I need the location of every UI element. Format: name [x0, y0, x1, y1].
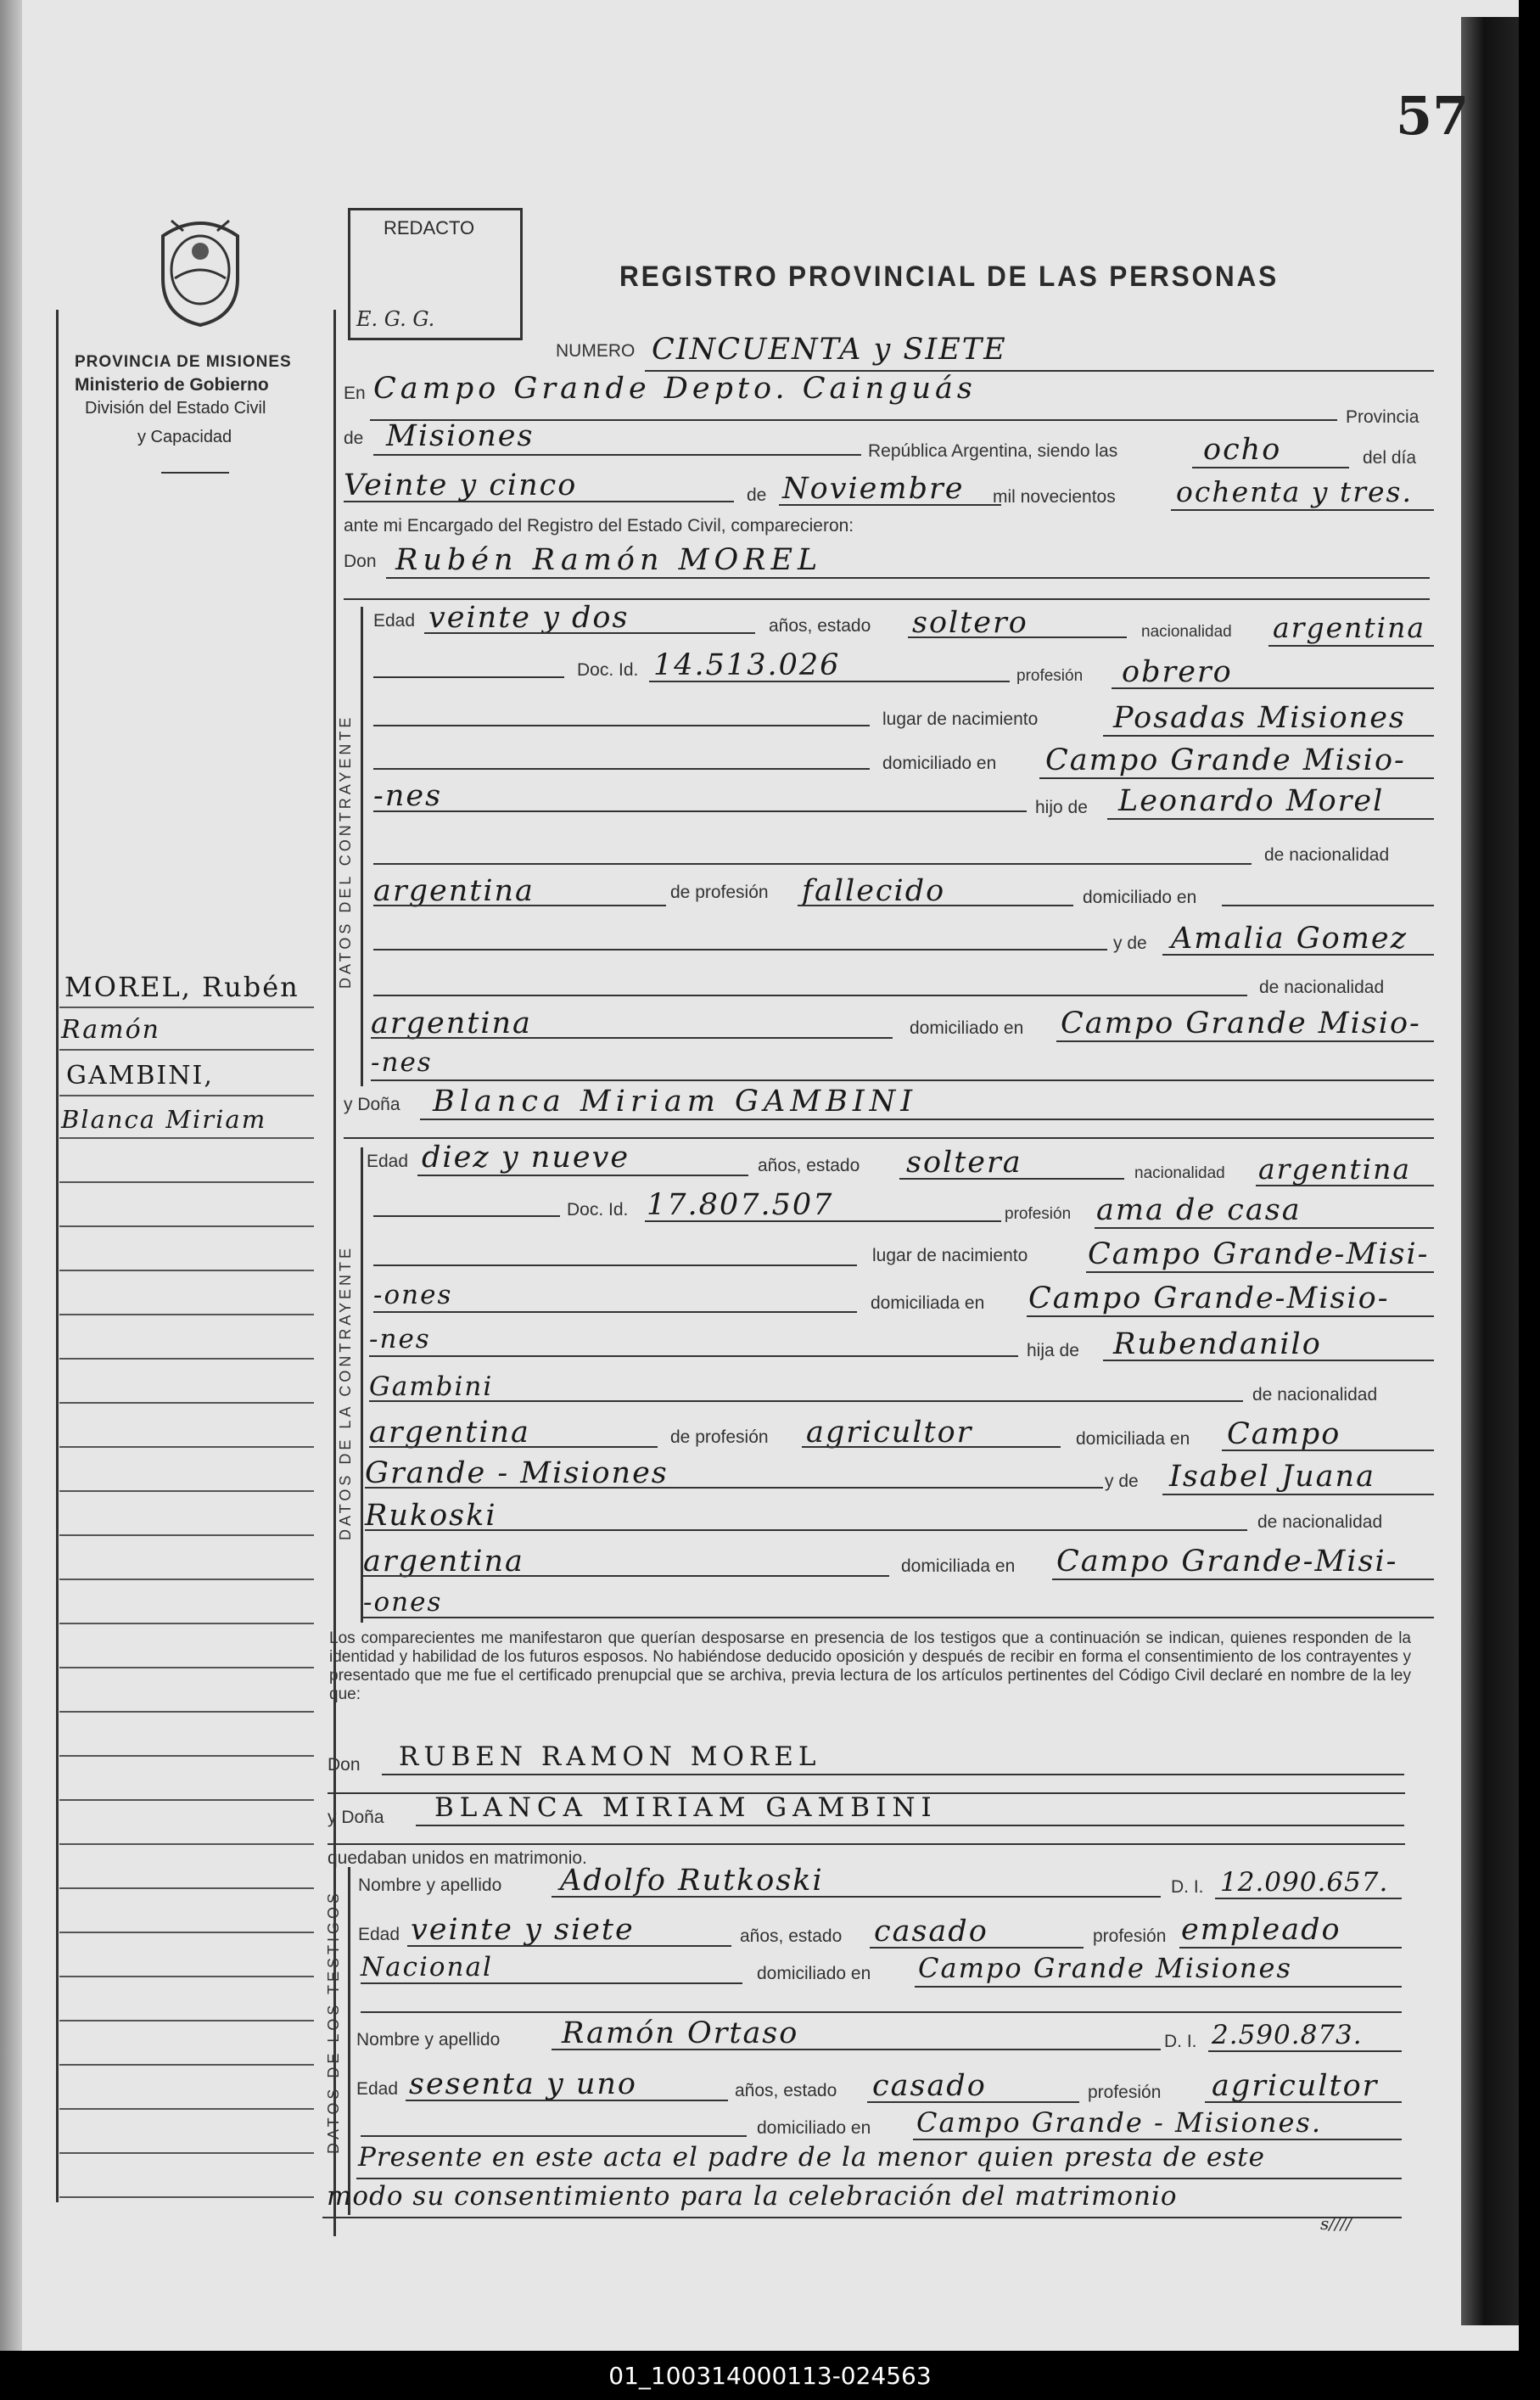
bride-edad-label: Edad: [367, 1152, 409, 1171]
w2-civil: casado: [872, 2069, 987, 2103]
bride-mother-line: [1162, 1494, 1434, 1495]
margin-bride-surname: GAMBINI,: [66, 1061, 214, 1091]
groom-birth-blank: [373, 725, 870, 726]
bride-nat-line: [1256, 1185, 1434, 1186]
margin-line: [59, 1490, 314, 1492]
w1-name: Adolfo Rutkoski: [560, 1864, 824, 1898]
province-value: Misiones: [386, 419, 535, 453]
groom-domicile-cont: -nes: [373, 779, 443, 813]
month-line: [779, 504, 1001, 506]
groom-father-dom-label: domiciliado en: [1083, 888, 1197, 907]
witness-note-end: s////: [1320, 2213, 1352, 2234]
w1-anos-label: años, estado: [740, 1926, 843, 1946]
groom-father-nat-label: de nacionalidad: [1264, 845, 1390, 865]
groom-lugar-label: lugar de nacimiento: [882, 709, 1039, 729]
groom-section-bracket: [361, 607, 363, 1086]
image-id-caption: 01_100314000113-024563: [0, 2352, 1540, 2400]
year-line: [1171, 509, 1434, 511]
note1-line: [356, 2178, 1402, 2179]
margin-line: [59, 1095, 314, 1096]
decl-closing: quedaban unidos en matrimonio.: [328, 1848, 587, 1868]
witness-note-line2: modo su consentimiento para la celebración del matrimonio: [327, 2181, 1178, 2212]
w1-prof-line: [1179, 1947, 1402, 1949]
province-label: PROVINCIA DE MISIONES: [75, 353, 292, 371]
margin-line: [59, 2020, 314, 2021]
provincia-label: Provincia: [1346, 407, 1420, 427]
w1-name-line: [552, 1896, 1161, 1898]
decl-bride: BLANCA MIRIAM GAMBINI: [434, 1792, 938, 1823]
w2-nombre-label: Nombre y apellido: [356, 2030, 501, 2050]
year-value: ochenta y tres.: [1176, 475, 1413, 508]
margin-line: [59, 1446, 314, 1448]
groom-prof-line: [1112, 687, 1434, 689]
decl-don-label: Don: [328, 1755, 361, 1775]
binding-shadow: [0, 0, 22, 2351]
bride-birth-line: [1086, 1271, 1434, 1273]
bride-father-prof-label: de profesión: [670, 1427, 769, 1447]
bride-age: diez y nueve: [422, 1141, 630, 1175]
margin-line: [59, 2108, 314, 2110]
groom-mother-dom-cont: -nes: [371, 1047, 433, 1078]
bride-birthplace: Campo Grande-Misi-: [1088, 1237, 1430, 1271]
w1-dom-line: [915, 1986, 1402, 1988]
bride-father-prof: agricultor: [806, 1416, 973, 1450]
bride-age-line: [417, 1175, 748, 1176]
del-dia-label: del día: [1363, 448, 1417, 468]
bride-dom-label: domiciliada en: [871, 1293, 985, 1313]
groom-mother-dom: Campo Grande Misio-: [1061, 1007, 1421, 1040]
w1-di-line: [1215, 1898, 1402, 1899]
capacity-label: y Capacidad: [137, 428, 232, 446]
margin-line: [59, 1007, 314, 1008]
w2-civil-line: [867, 2101, 1079, 2103]
groom-age: veinte y dos: [428, 601, 630, 635]
bride-domicile-cont: -nes: [369, 1324, 431, 1354]
decl-bride-blank: [328, 1843, 1405, 1845]
groom-nat-line: [1268, 645, 1434, 647]
bride-doc-blank: [373, 1215, 560, 1217]
margin-line: [59, 1843, 314, 1845]
w1-prof-label: profesión: [1093, 1926, 1167, 1946]
groom-mother-dom-line: [1056, 1040, 1434, 1042]
decl-bride-line: [416, 1825, 1404, 1826]
declaration-paragraph: Los comparecientes me manifestaron que querían desposarse en presencia de los testigos que a continuación se indican, quienes responden de la identidad y habilidad de los futuros esposos. No habiéndose deducido oposición y después de recibir en forma el consentimiento de los contrayentes y presentado que me fue el certificado prenupcial que se archiva, previa lectura de los artículos pertinentes del Código Civil declaré en nombre de la ley que:: [329, 1629, 1411, 1703]
bride-mother-cont: Rukoski: [365, 1499, 497, 1533]
bride-dom-line: [1027, 1315, 1434, 1317]
groom-nac-label: nacionalidad: [1141, 623, 1232, 641]
w1-profession: empleado: [1181, 1913, 1341, 1947]
bride-birth-blank: [373, 1264, 857, 1266]
month-value: Noviembre: [782, 472, 965, 506]
groom-age-line: [424, 632, 755, 634]
witness-section-bracket: [348, 1867, 350, 2215]
margin-line: [59, 1799, 314, 1801]
bride-birth-cont-line: [373, 1311, 857, 1313]
groom-mother-nat-line: [371, 1037, 893, 1039]
w1-profession-cont: Nacional: [361, 1952, 493, 1982]
groom-dom-line: [1039, 777, 1434, 779]
w1-domicile: Campo Grande Misiones: [918, 1952, 1292, 1984]
w2-domicile: Campo Grande - Misiones.: [916, 2106, 1323, 2139]
bride-nac-label: nacionalidad: [1134, 1164, 1225, 1182]
redacto-initials: E. G. G.: [356, 307, 435, 331]
margin-line: [59, 1358, 314, 1360]
republica-label: República Argentina, siendo las: [868, 441, 1118, 461]
ante-label: ante mi Encargado del Registro del Estado Civil, comparecieron:: [344, 516, 854, 536]
bride-father-nat: argentina: [369, 1416, 530, 1450]
bride-name-line: [420, 1119, 1434, 1120]
groom-civil: soltero: [912, 606, 1028, 640]
groom-doc-label: Doc. Id.: [577, 660, 639, 680]
groom-prof-label: profesión: [1016, 667, 1084, 685]
w1-age: veinte y siete: [411, 1913, 635, 1947]
margin-groom-given: Ramón: [61, 1015, 160, 1045]
groom-father-nat-line: [373, 905, 666, 906]
groom-mother-line: [1162, 954, 1434, 956]
groom-father-prof-label: de profesión: [670, 883, 769, 902]
margin-groom-surname: MOREL, Rubén: [64, 971, 300, 1003]
page-number: 57: [1396, 85, 1470, 147]
groom-birthplace: Posadas Misiones: [1113, 701, 1406, 735]
groom-dom-label: domiciliado en: [882, 754, 997, 773]
w2-profession: agricultor: [1212, 2069, 1379, 2103]
w2-age: sesenta y uno: [409, 2067, 638, 2101]
groom-edad-label: Edad: [373, 611, 416, 631]
groom-blank-line: [344, 598, 1430, 600]
margin-line: [59, 2196, 314, 2198]
numero-value: CINCUENTA y SIETE: [652, 333, 1007, 367]
margin-line: [59, 1534, 314, 1536]
bride-doc-line: [645, 1220, 1001, 1222]
groom-section-label: DATOS DEL CONTRAYENTE: [337, 714, 354, 989]
margin-line: [59, 1181, 314, 1183]
groom-doc: 14.513.026: [653, 648, 841, 682]
bride-section-label: DATOS DE LA CONTRAYENTE: [337, 1244, 354, 1540]
margin-bride-given: Blanca Miriam: [61, 1105, 267, 1134]
w1-dom-label: domiciliado en: [757, 1964, 871, 1983]
hour-value: ocho: [1203, 433, 1282, 467]
hour-line: [1192, 467, 1349, 468]
w1-edad-label: Edad: [358, 1925, 400, 1944]
w2-name: Ramón Ortaso: [562, 2016, 799, 2050]
margin-line: [59, 1402, 314, 1404]
w2-di: 2.590.873.: [1212, 2020, 1363, 2050]
groom-dom-cont-line: [373, 810, 1027, 812]
groom-father-nat: argentina: [373, 874, 535, 908]
bride-civil: soltera: [906, 1146, 1022, 1180]
margin-line: [59, 1711, 314, 1713]
bride-father-dom-label: domiciliada en: [1076, 1429, 1190, 1449]
bride-doc-label: Doc. Id.: [567, 1200, 629, 1220]
margin-line: [59, 1579, 314, 1580]
groom-mother-dom-label: domiciliado en: [910, 1018, 1024, 1038]
bride-father-nat-label: de nacionalidad: [1252, 1385, 1378, 1405]
groom-father-blank: [373, 863, 1252, 865]
groom-doc-blank: [373, 676, 564, 678]
groom-father-prof: fallecido: [802, 874, 946, 908]
bride-father-cont: Gambini: [369, 1371, 494, 1402]
bride-prof-line: [1095, 1227, 1434, 1229]
w1-civil: casado: [874, 1915, 988, 1949]
day-line: [344, 501, 734, 502]
de-label: de: [344, 429, 364, 448]
bride-mother-dom-line: [1052, 1579, 1434, 1580]
decl-groom: RUBEN RAMON MOREL: [399, 1741, 821, 1772]
numero-label: NUMERO: [556, 341, 636, 361]
witness-note-line1: Presente en este acta el padre de la menor quien presta de este: [358, 2142, 1265, 2173]
bride-anos-label: años, estado: [758, 1156, 860, 1175]
bride-profession: ama de casa: [1096, 1193, 1302, 1227]
ministry-label: Ministerio de Gobierno: [75, 375, 269, 395]
bride-dom-cont-line: [369, 1355, 1018, 1357]
groom-doc-line: [649, 681, 1010, 682]
w1-di-label: D. I.: [1171, 1877, 1204, 1897]
groom-father-line: [1107, 818, 1434, 820]
don-label: Don: [344, 552, 377, 571]
groom-y-de-label: y de: [1113, 934, 1147, 953]
groom-name-line: [386, 577, 1430, 579]
header-divider: [161, 472, 229, 474]
groom-anos-label: años, estado: [769, 616, 871, 636]
margin-line: [59, 1887, 314, 1889]
bride-father-dom: Campo: [1227, 1417, 1341, 1451]
bride-father-dom-cont: Grande - Misiones: [365, 1456, 669, 1490]
margin-line: [59, 1270, 314, 1271]
bride-mother-dom-cont-line: [363, 1617, 1434, 1618]
bride-hija-label: hija de: [1027, 1341, 1079, 1360]
margin-line: [59, 2064, 314, 2066]
margin-line: [59, 1049, 314, 1051]
groom-father: Leonardo Morel: [1118, 784, 1385, 818]
groom-father-prof-line: [798, 905, 1073, 906]
bride-father-dom-cont-line: [365, 1487, 1103, 1489]
bride-mother-cont-line: [365, 1529, 1247, 1531]
w1-blank-line: [361, 2011, 1402, 2013]
groom-mother-nat: argentina: [371, 1007, 532, 1040]
groom-mother-nat-blank: [373, 995, 1247, 996]
margin-line: [59, 1667, 314, 1668]
w2-prof-line: [1205, 2101, 1402, 2103]
bride-mother-nat-label: de nacionalidad: [1257, 1512, 1383, 1532]
bride-father-cont-line: [369, 1400, 1243, 1402]
en-label: En: [344, 384, 366, 403]
bride-y-de-label: y de: [1105, 1472, 1139, 1491]
margin-line: [59, 1137, 314, 1139]
margin-line: [59, 1976, 314, 1977]
margin-line: [59, 1932, 314, 1933]
groom-mother-dom-cont-line: [371, 1079, 1434, 1081]
note2-line: [322, 2217, 1402, 2218]
groom-name: Rubén Ramón MOREL: [395, 543, 823, 577]
w1-civil-line: [870, 1947, 1084, 1949]
groom-dom-blank: [373, 768, 870, 770]
bride-nationality: argentina: [1258, 1152, 1412, 1186]
bride-mother-dom: Campo Grande-Misi-: [1056, 1545, 1398, 1579]
mil-label: mil novecientos: [993, 487, 1116, 507]
groom-hijo-label: hijo de: [1035, 798, 1088, 817]
w2-dom-blank: [361, 2135, 747, 2137]
w2-dom-label: domiciliado en: [757, 2118, 871, 2138]
groom-mother: Amalia Gomez: [1171, 922, 1408, 956]
w2-prof-label: profesión: [1088, 2083, 1162, 2102]
groom-civil-line: [908, 636, 1127, 638]
bride-prof-label: profesión: [1005, 1205, 1072, 1223]
bride-mother-nat-line: [363, 1575, 889, 1577]
book-edge: [1461, 17, 1519, 2325]
bride-father-dom-line: [1222, 1450, 1434, 1451]
w1-prof-cont-line: [361, 1982, 742, 1984]
groom-father-dom-line: [1222, 905, 1434, 906]
bride-blank-line: [344, 1137, 1434, 1139]
margin-rule: [56, 310, 59, 2202]
bride-domicile: Campo Grande-Misio-: [1028, 1281, 1390, 1315]
bride-father-nat-line: [369, 1446, 658, 1448]
place-value: Campo Grande Depto. Cainguás: [373, 372, 977, 406]
w2-di-label: D. I.: [1164, 2032, 1197, 2051]
groom-birth-line: [1103, 735, 1434, 737]
dona-label: y Doña: [344, 1095, 400, 1114]
bride-civil-line: [899, 1178, 1124, 1180]
w2-di-line: [1208, 2050, 1402, 2052]
w1-age-line: [407, 1945, 731, 1947]
bride-birthplace-cont: -ones: [373, 1280, 453, 1310]
bride-mother: Isabel Juana: [1169, 1460, 1375, 1494]
bride-mother-nat: argentina: [363, 1545, 524, 1579]
w1-di: 12.090.657.: [1220, 1867, 1389, 1898]
w2-name-line: [552, 2049, 1161, 2050]
bride-lugar-label: lugar de nacimiento: [872, 1246, 1028, 1265]
division-label: División del Estado Civil: [85, 399, 266, 418]
w2-anos-label: años, estado: [735, 2081, 837, 2100]
page-title: REGISTRO PROVINCIAL DE LAS PERSONAS: [619, 261, 1279, 293]
seal-icon: [146, 210, 255, 329]
groom-profession: obrero: [1122, 655, 1233, 689]
w2-edad-label: Edad: [356, 2079, 399, 2099]
de-month-label: de: [747, 485, 767, 505]
margin-line: [59, 1755, 314, 1757]
w2-age-line: [406, 2100, 728, 2101]
province-line: [373, 454, 861, 456]
decl-dona-label: y Doña: [328, 1808, 384, 1827]
w2-dom-line: [913, 2139, 1402, 2140]
day-value: Veinte y cinco: [344, 468, 578, 502]
bride-mother-dom-cont: -ones: [363, 1587, 443, 1618]
bride-name: Blanca Miriam GAMBINI: [433, 1085, 918, 1119]
groom-mother-blank: [373, 949, 1107, 950]
bride-doc: 17.807.507: [647, 1188, 834, 1222]
groom-mother-nat-label: de nacionalidad: [1259, 978, 1385, 997]
bride-father-line: [1103, 1360, 1434, 1361]
w1-nombre-label: Nombre y apellido: [358, 1876, 502, 1895]
groom-domicile: Campo Grande Misio-: [1045, 743, 1406, 777]
witness-section-label: DATOS DE LOS TESTIGOS: [325, 1889, 342, 2154]
decl-groom-line: [382, 1774, 1404, 1775]
margin-line: [59, 1623, 314, 1624]
bride-father-prof-line: [802, 1446, 1061, 1448]
groom-nationality: argentina: [1273, 611, 1426, 644]
margin-line: [59, 2152, 314, 2154]
margin-line: [59, 1225, 314, 1227]
bride-father: Rubendanilo: [1113, 1327, 1322, 1361]
margin-line: [59, 1314, 314, 1315]
bride-mother-dom-label: domiciliada en: [901, 1556, 1016, 1576]
redacto-label: REDACTO: [384, 217, 475, 238]
